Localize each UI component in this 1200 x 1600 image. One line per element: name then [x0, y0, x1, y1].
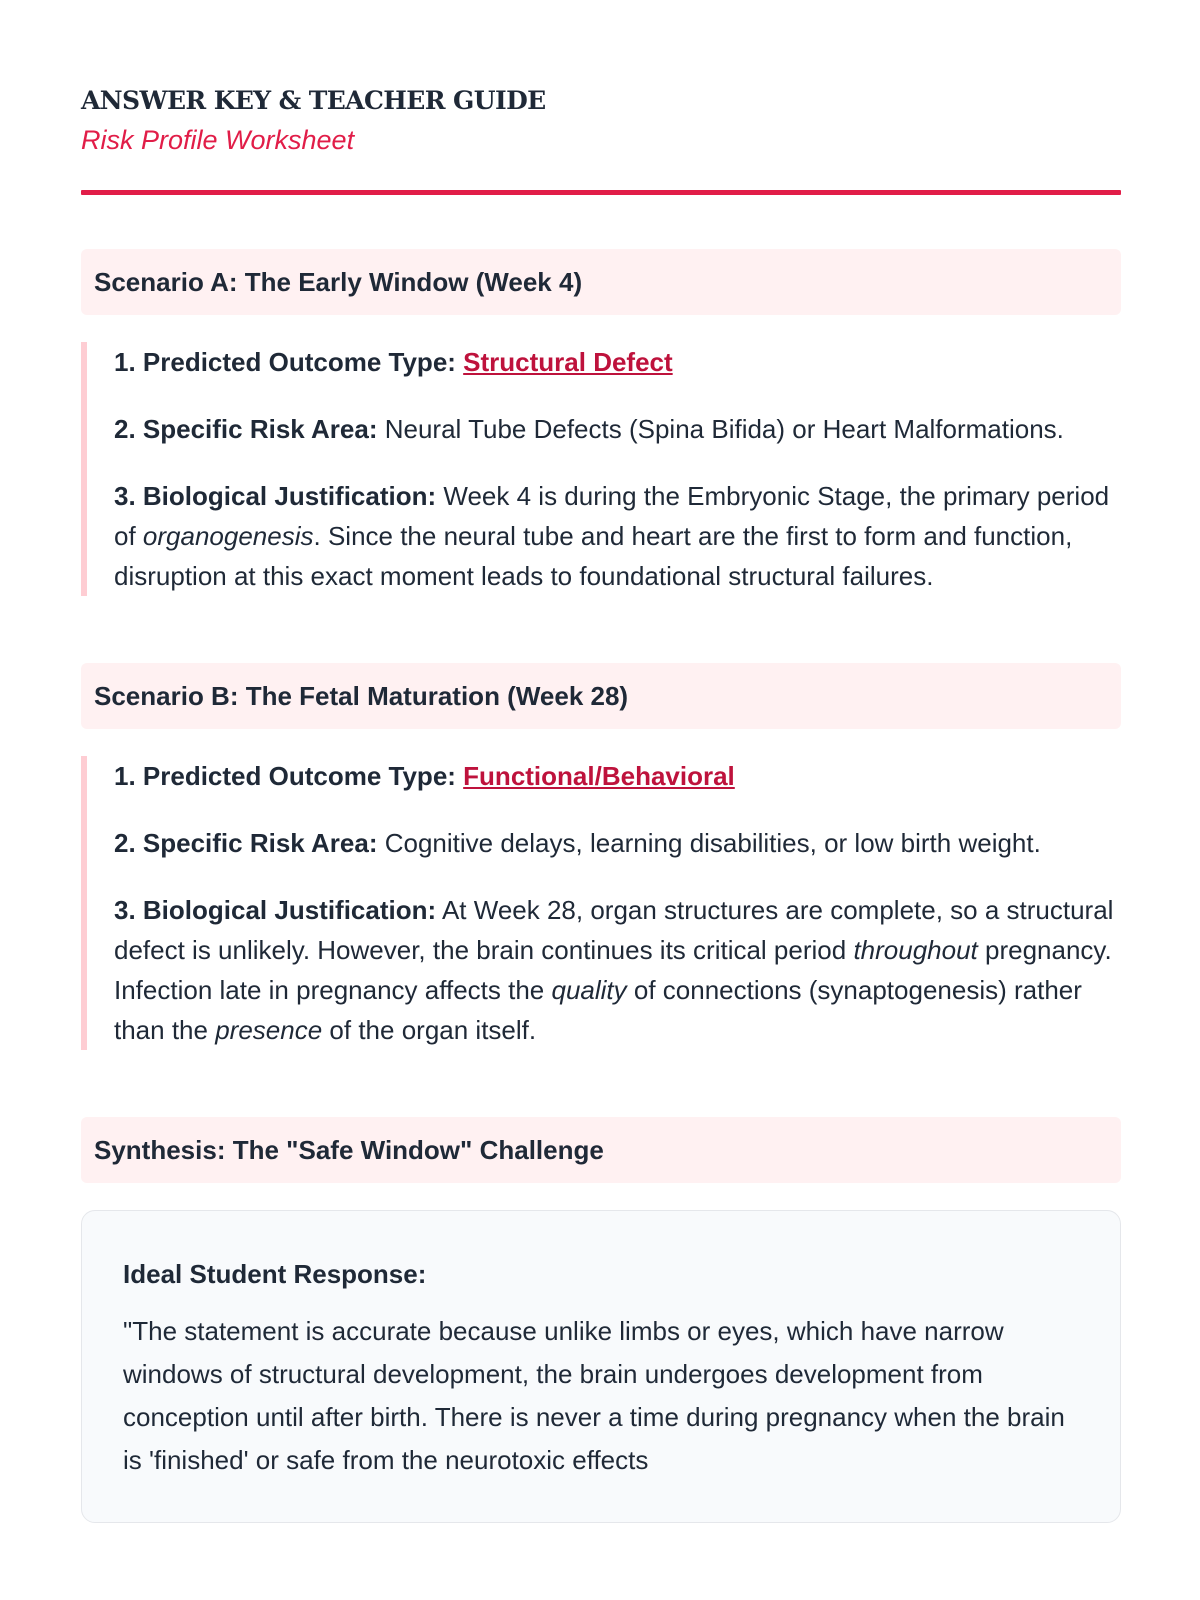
risk-area-text: Neural Tube Defects (Spina Bifida) or Heart Malformations.: [384, 414, 1064, 444]
document-title: ANSWER KEY & TEACHER GUIDE: [81, 86, 546, 115]
justification-emphasis: organogenesis: [142, 521, 314, 551]
ideal-response-box: [81, 1210, 1121, 1523]
justification-text: At Week 28, organ structures are complete, so a structural defect is unlikely. However, the brain continues its critical period: [114, 895, 1114, 965]
justification-text: pregnancy. Infection late in pregnancy affects the: [114, 935, 1112, 1005]
scenario-a-outcome: [114, 342, 1121, 382]
outcome-answer: Functional/Behavioral: [463, 761, 735, 791]
outcome-answer: Structural Defect: [463, 347, 673, 377]
scenario-b-justification: [114, 890, 1121, 1050]
justification-emphasis: quality: [551, 975, 627, 1005]
ideal-response-label: Ideal Student Response:: [123, 1259, 427, 1289]
justification-text: of the organ itself.: [329, 1015, 537, 1045]
scenario-a-justification: [114, 476, 1121, 596]
header-divider: [81, 190, 1121, 195]
scenario-a-heading: Scenario A: The Early Window (Week 4): [81, 249, 1121, 315]
justification-emphasis: presence: [215, 1015, 323, 1045]
synthesis-heading: Synthesis: The "Safe Window" Challenge: [81, 1117, 1121, 1183]
document-header: [81, 0, 1121, 195]
risk-area-label: 2. Specific Risk Area:: [114, 414, 378, 444]
scenario-b-risk-area: [114, 823, 1121, 863]
justification-emphasis: throughout: [853, 935, 978, 965]
justification-text: . Since the neural tube and heart are the first to form and function, disruption at this exact moment leads to foundational structural failures.: [114, 521, 1073, 591]
outcome-label: 1. Predicted Outcome Type:: [114, 761, 456, 791]
ideal-response-text: "The statement is accurate because unlike limbs or eyes, which have narrow windows of structural development, the brain undergoes development from conception until after birth. There is never a time during pregnancy when the brain is 'finished' or safe from the neurotoxic effects: [123, 1316, 1065, 1475]
scenario-a-risk-area: [114, 409, 1121, 449]
justification-label: 3. Biological Justification:: [114, 895, 437, 925]
risk-area-text: Cognitive delays, learning disabilities, or low birth weight.: [384, 828, 1041, 858]
justification-text: of connections (synaptogenesis) rather than the: [114, 975, 1082, 1045]
scenario-b-answers: [81, 756, 1121, 1050]
risk-area-label: 2. Specific Risk Area:: [114, 828, 378, 858]
scenario-a-answers: [81, 342, 1121, 596]
justification-label: 3. Biological Justification:: [114, 481, 437, 511]
scenario-b-outcome: [114, 756, 1121, 796]
document-subtitle: Risk Profile Worksheet: [81, 125, 355, 155]
justification-text: Week 4 is during the Embryonic Stage, the primary period of: [114, 481, 1110, 551]
scenario-b-heading: Scenario B: The Fetal Maturation (Week 28): [81, 663, 1121, 729]
outcome-label: 1. Predicted Outcome Type:: [114, 347, 456, 377]
worksheet-page: [81, 0, 1121, 1523]
